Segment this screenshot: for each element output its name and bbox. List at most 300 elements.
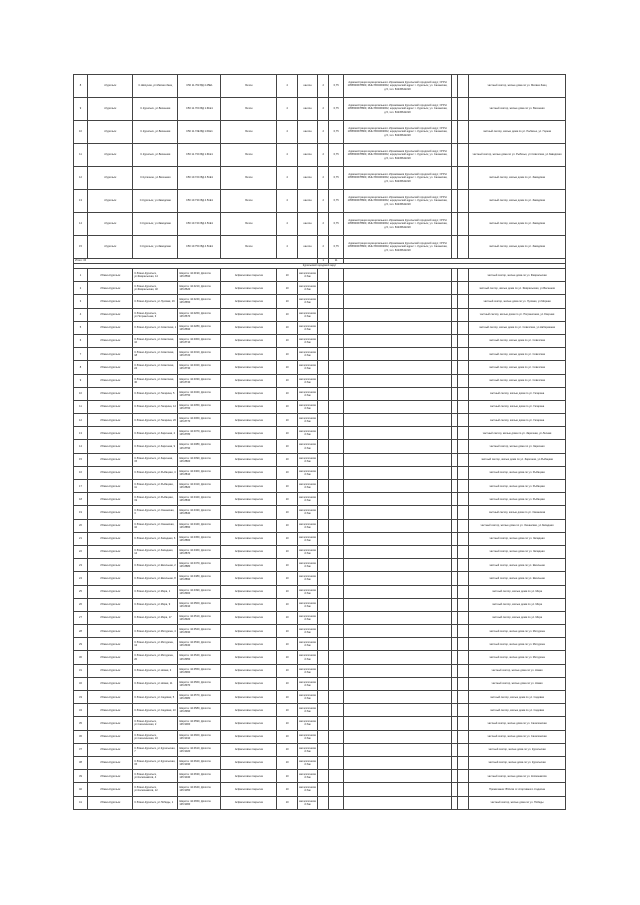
locality-cell: г.Южно-Курильск — [87, 493, 132, 506]
table-row — [74, 545, 566, 558]
area-cell: 10 — [277, 638, 297, 651]
container-type-cell: металлический бак — [297, 440, 317, 453]
address-cell: С.Южно-Курильск, ул.Пограничная, 3 — [133, 308, 178, 321]
empty-cell — [344, 770, 452, 783]
table-row — [74, 691, 566, 704]
area-cell: 10 — [277, 598, 297, 611]
coordinates-cell: Широта: 44.0410, Долгота: 145.8820 — [178, 480, 221, 493]
owner-cell: Администрация муниципального образования Курильский городской округ, ОГРН 1056500678800, ИНН 6504002002, юридический адрес: г. Курильск, ул. Саханская, д.5, тел. 84245642220 — [344, 213, 452, 236]
source-cell: частный сектор, жилые дома по ул. Февральская, ул.Весенняя — [469, 282, 566, 295]
empty-cell — [458, 190, 469, 213]
empty-cell — [344, 651, 452, 664]
surface-cell: Асфальтовое покрытие — [221, 559, 277, 572]
source-cell: частный сектор, жилые дома по ул. Заречная, ул.Рыбацкая — [469, 453, 566, 466]
address-cell: С.Южно-Курильск, ул.Гагарина, 20 — [133, 414, 178, 427]
source-cell: частный сектор, жилые дома по ул. Заводская — [469, 236, 566, 259]
empty-cell — [329, 664, 344, 677]
table-row — [74, 400, 566, 413]
source-cell: частный сектор, жилые дома по ул. Рыбацкая — [469, 480, 566, 493]
source-cell: частный сектор, жилые дома по ул. Советская, ул.Набережная — [469, 321, 566, 334]
row-number: 21 — [74, 532, 88, 545]
address-cell: С.Южно-Курильск, ул.Рыбацкая, 11 — [133, 480, 178, 493]
empty-cell — [458, 361, 469, 374]
locality-cell: г.Южно-Курильск — [87, 730, 132, 743]
empty-cell — [344, 480, 452, 493]
table-row — [74, 532, 566, 545]
row-number: 10 — [74, 387, 88, 400]
empty-cell — [458, 480, 469, 493]
locality-cell: г.Южно-Курильск — [87, 361, 132, 374]
empty-cell — [318, 532, 329, 545]
source-cell: частный сектор, жилые дома по ул. Курильская — [469, 743, 566, 756]
coordinates-cell: Широта: 44.0400, Долгота: 145.8810 — [178, 466, 221, 479]
coordinates-cell: Широта: 44.0240, Долгота: 145.8650 — [178, 295, 221, 308]
empty-cell — [344, 532, 452, 545]
coordinates-cell: Широта: 44.0470, Долгота: 145.8880 — [178, 559, 221, 572]
empty-cell — [329, 598, 344, 611]
row-number: 12 — [74, 414, 88, 427]
empty-cell — [458, 348, 469, 361]
empty-cell — [318, 545, 329, 558]
empty-cell — [318, 387, 329, 400]
row-number: 33 — [74, 691, 88, 704]
volume-cell: 0,75 — [329, 167, 344, 190]
empty-cell — [458, 756, 469, 769]
address-cell: С.Южно-Курильск, ул.Курильская, 7 — [133, 743, 178, 756]
count-cell: 2 — [318, 213, 329, 236]
empty-cell — [344, 414, 452, 427]
surface-cell: Бетон — [221, 190, 277, 213]
locality-cell: г.Южно-Курильск — [87, 282, 132, 295]
empty-cell — [344, 572, 452, 585]
empty-cell — [458, 374, 469, 387]
surface-cell: Асфальтовое покрытие — [221, 321, 277, 334]
table-row — [74, 321, 566, 334]
coordinates-cell: Широта: 44.0450, Долгота: 145.8860 — [178, 532, 221, 545]
empty-cell — [329, 506, 344, 519]
table-row — [74, 756, 566, 769]
coordinates-cell: С50 10.74С ВД 4.51Е1 — [178, 213, 221, 236]
empty-cell — [344, 466, 452, 479]
row-number: 14 — [74, 213, 88, 236]
row-number: 32 — [74, 677, 88, 690]
empty-cell — [344, 493, 452, 506]
coordinates-cell: Широта: 44.0510, Долгота: 145.8920 — [178, 611, 221, 624]
volume-cell: 0,75 — [329, 213, 344, 236]
address-cell: С.Южно-Курильск, ул.Мира, 1 — [133, 585, 178, 598]
locality-cell: г.Южно-Курильск — [87, 783, 132, 796]
area-cell: 10 — [277, 440, 297, 453]
source-cell: частный сектор, жилые дома по ул. Советская — [469, 361, 566, 374]
row-number: 36 — [74, 730, 88, 743]
area-cell: 10 — [277, 717, 297, 730]
locality-cell: г.Южно-Курильск — [87, 506, 132, 519]
empty-cell — [318, 770, 329, 783]
table-row — [74, 506, 566, 519]
locality-cell: г.Южно-Курильск — [87, 308, 132, 321]
surface-cell: Бетон — [221, 236, 277, 259]
container-type-cell: кантон — [297, 190, 317, 213]
row-number: 25 — [74, 585, 88, 598]
row-number: 6 — [74, 334, 88, 347]
empty-cell — [344, 743, 452, 756]
address-cell: С.Южно-Курильск, ул.Заречная, 15 — [133, 453, 178, 466]
empty-cell — [329, 572, 344, 585]
source-cell: частный сектор, жилые дома по ул. Садовая — [469, 704, 566, 717]
address-cell: С.Южно-Курильск, ул.Советская, 24 — [133, 361, 178, 374]
locality-cell: г.Южно-Курильск — [87, 387, 132, 400]
locality-cell: г.Южно-Курильск — [87, 348, 132, 361]
empty-cell — [329, 480, 344, 493]
surface-cell: Асфальтовое покрытие — [221, 730, 277, 743]
surface-cell: Бетон — [221, 121, 277, 144]
locality-cell: г.Южно-Курильск — [87, 545, 132, 558]
empty-cell — [329, 321, 344, 334]
container-type-cell: металлический бак — [297, 400, 317, 413]
container-type-cell: металлический бак — [297, 572, 317, 585]
address-cell: С.Южно-Курильск, ул.Советская, 10 — [133, 334, 178, 347]
address-cell: С.Южно-Курильск, ул.Гагарина, 12 — [133, 400, 178, 413]
waste-sites-table — [73, 74, 566, 810]
row-number: 41 — [74, 796, 88, 809]
source-cell: частный сектор, жилые дома по ул. Сахалинская — [469, 717, 566, 730]
empty-cell — [458, 519, 469, 532]
locality-cell: г.Южно-Курильск — [87, 638, 132, 651]
coordinates-cell: Широта: 44.0370, Долгота: 145.8780 — [178, 427, 221, 440]
address-cell: С.Курильск, ул.Заводская — [133, 213, 178, 236]
coordinates-cell: Широта: 44.0210, Долгота: 145.8620 — [178, 282, 221, 295]
total-count: 1 — [318, 259, 329, 264]
address-cell: С.Южно-Курильск, ул.Мичурина, 12 — [133, 638, 178, 651]
empty-cell — [458, 144, 469, 167]
empty-cell — [329, 519, 344, 532]
empty-cell — [329, 677, 344, 690]
empty-cell — [458, 282, 469, 295]
empty-cell — [318, 717, 329, 730]
container-type-cell: металлический бак — [297, 334, 317, 347]
address-cell: С.Курильск, ул.Заводская — [133, 190, 178, 213]
surface-cell: Асфальтовое покрытие — [221, 334, 277, 347]
empty-cell — [318, 585, 329, 598]
locality-cell: г.Курильск — [87, 75, 132, 98]
table-row — [74, 453, 566, 466]
owner-cell: Администрация муниципального образования Курильский городской округ, ОГРН 1056500678800, ИНН 6504002002, юридический адрес: г. Курильск, ул. Саханская, д.5, тел. 84245642220 — [344, 98, 452, 121]
source-cell: частный сектор, жилые дома по ул. Школьная — [469, 559, 566, 572]
locality-cell: г.Курильск — [87, 121, 132, 144]
row-number: 8 — [74, 361, 88, 374]
table-row — [74, 190, 566, 213]
volume-cell: 0,75 — [329, 121, 344, 144]
area-cell: 10 — [277, 796, 297, 809]
address-cell: С.Южно-Курильск, ул.Океанская, 3 — [133, 506, 178, 519]
empty-cell — [458, 625, 469, 638]
empty-cell — [458, 236, 469, 259]
surface-cell: Асфальтовое покрытие — [221, 572, 277, 585]
empty-cell — [458, 638, 469, 651]
address-cell: С.Кулачное, ул.Весенняя — [133, 167, 178, 190]
empty-cell — [329, 427, 344, 440]
table-row — [74, 121, 566, 144]
table-row — [74, 651, 566, 664]
surface-cell: Бетон — [221, 144, 277, 167]
empty-cell — [344, 730, 452, 743]
empty-cell — [344, 796, 452, 809]
empty-cell — [344, 348, 452, 361]
empty-cell — [318, 691, 329, 704]
empty-cell — [318, 466, 329, 479]
owner-cell: Администрация муниципального образования Курильский городской округ, ОГРН 1056500678800, ИНН 6504002002, юридический адрес: г. Курильск, ул. Саханская, д.5, тел. 84245642220 — [344, 75, 452, 98]
empty-cell — [329, 704, 344, 717]
table-row — [74, 98, 566, 121]
row-number: 27 — [74, 611, 88, 624]
empty-cell — [344, 783, 452, 796]
locality-cell: г.Южно-Курильск — [87, 374, 132, 387]
source-cell: частный сектор, жилые дома по ул. Матвея Заяц — [469, 75, 566, 98]
surface-cell: Асфальтовое покрытие — [221, 585, 277, 598]
row-number: 11 — [74, 400, 88, 413]
container-type-cell: металлический бак — [297, 466, 317, 479]
empty-cell — [344, 585, 452, 598]
row-number: 16 — [74, 466, 88, 479]
container-type-cell: металлический бак — [297, 282, 317, 295]
surface-cell: Асфальтовое покрытие — [221, 453, 277, 466]
empty-cell — [458, 691, 469, 704]
locality-cell: г.Южно-Курильск — [87, 625, 132, 638]
area-cell: 10 — [277, 651, 297, 664]
empty-cell — [329, 783, 344, 796]
row-number: 15 — [74, 236, 88, 259]
locality-cell: г.Южно-Курильск — [87, 453, 132, 466]
empty-cell — [318, 625, 329, 638]
coordinates-cell: Широта: 44.0550, Долгота: 145.8960 — [178, 664, 221, 677]
count-cell: 2 — [318, 121, 329, 144]
empty-cell — [344, 519, 452, 532]
empty-cell — [458, 545, 469, 558]
surface-cell: Асфальтовое покрытие — [221, 519, 277, 532]
locality-cell: г.Южно-Курильск — [87, 427, 132, 440]
empty-cell — [329, 756, 344, 769]
source-cell: частный сектор, жилые дома по ул. Мира — [469, 598, 566, 611]
locality-cell: г.Курильск — [87, 236, 132, 259]
empty-cell — [318, 677, 329, 690]
coordinates-cell: Широта: 44.0600, Долгота: 145.9010 — [178, 730, 221, 743]
container-type-cell: металлический бак — [297, 638, 317, 651]
source-cell: частный сектор, жилые дома по ул. Пограничная, ул.Озерная — [469, 308, 566, 321]
source-cell: частный сектор, жилые дома по ул. Рыбачья, ул. Горная — [469, 121, 566, 144]
empty-cell — [318, 598, 329, 611]
empty-cell — [318, 480, 329, 493]
empty-cell — [329, 269, 344, 282]
empty-cell — [318, 321, 329, 334]
coordinates-cell: Широта: 44.0610, Долгота: 145.9020 — [178, 743, 221, 756]
source-cell: частный сектор, жилые дома по ул. Февральская — [469, 269, 566, 282]
container-type-cell: металлический бак — [297, 453, 317, 466]
surface-cell: Асфальтовое покрытие — [221, 440, 277, 453]
empty-cell — [344, 756, 452, 769]
locality-cell: г.Южно-Курильск — [87, 677, 132, 690]
table-row — [74, 466, 566, 479]
surface-cell: Асфальтовое покрытие — [221, 427, 277, 440]
table-row — [74, 677, 566, 690]
surface-cell: Асфальтовое покрытие — [221, 704, 277, 717]
area-cell: 4 — [277, 167, 297, 190]
area-cell: 10 — [277, 756, 297, 769]
area-cell: 10 — [277, 585, 297, 598]
surface-cell: Асфальтовое покрытие — [221, 269, 277, 282]
source-cell: частный сектор, жилые дома по ул. Весенняя — [469, 98, 566, 121]
empty-cell — [344, 625, 452, 638]
source-cell: Примечание: Вблизи от спортивного стадиона — [469, 783, 566, 796]
table-row — [74, 572, 566, 585]
empty-cell — [329, 374, 344, 387]
area-cell: 10 — [277, 743, 297, 756]
address-cell: С.Южно-Курильск, ул.Школьная, 8 — [133, 572, 178, 585]
area-cell: 10 — [277, 625, 297, 638]
area-cell: 10 — [277, 308, 297, 321]
table-row — [74, 414, 566, 427]
area-cell: 10 — [277, 427, 297, 440]
empty-cell — [329, 743, 344, 756]
coordinates-cell: Широта: 44.0340, Долгота: 145.8750 — [178, 387, 221, 400]
area-cell: 4 — [277, 213, 297, 236]
area-cell: 10 — [277, 783, 297, 796]
empty-cell — [318, 638, 329, 651]
empty-cell — [344, 691, 452, 704]
empty-cell — [318, 493, 329, 506]
locality-cell: г.Южно-Курильск — [87, 295, 132, 308]
address-cell: С.Южно-Курильск, ул.Мичурина, 4 — [133, 625, 178, 638]
table-row — [74, 559, 566, 572]
container-type-cell: металлический бак — [297, 559, 317, 572]
table-row — [74, 236, 566, 259]
container-type-cell: металлический бак — [297, 295, 317, 308]
row-number: 9 — [74, 374, 88, 387]
empty-cell — [329, 414, 344, 427]
surface-cell: Асфальтовое покрытие — [221, 638, 277, 651]
empty-cell — [458, 704, 469, 717]
coordinates-cell: Широта: 44.0560, Долгота: 145.8970 — [178, 677, 221, 690]
coordinates-cell: С50 11.73С ВД 1.61Е1 — [178, 144, 221, 167]
container-type-cell: металлический бак — [297, 361, 317, 374]
table-row — [74, 796, 566, 809]
surface-cell: Асфальтовое покрытие — [221, 414, 277, 427]
coordinates-cell: Широта: 44.0330, Долгота: 145.8740 — [178, 374, 221, 387]
table-row — [74, 144, 566, 167]
empty-cell — [329, 691, 344, 704]
container-type-cell: кантон — [297, 213, 317, 236]
empty-cell — [458, 75, 469, 98]
row-number: 14 — [74, 440, 88, 453]
area-cell: 10 — [277, 704, 297, 717]
owner-cell: Администрация муниципального образования Курильский городской округ, ОГРН 1056500678800, ИНН 6504002002, юридический адрес: г. Курильск, ул. Саханская, д.5, тел. 84245642220 — [344, 167, 452, 190]
table-row — [74, 585, 566, 598]
coordinates-cell: Широта: 44.0520, Долгота: 145.8930 — [178, 625, 221, 638]
coordinates-cell: Широта: 44.0430, Долгота: 145.8840 — [178, 506, 221, 519]
area-cell: 10 — [277, 770, 297, 783]
area-cell: 10 — [277, 348, 297, 361]
row-number: 24 — [74, 572, 88, 585]
container-type-cell: металлический бак — [297, 691, 317, 704]
area-cell: 10 — [277, 334, 297, 347]
source-cell: частный сектор, жилые дома по ул. Западная — [469, 545, 566, 558]
area-cell: 10 — [277, 493, 297, 506]
area-cell: 10 — [277, 506, 297, 519]
container-type-cell: металлический бак — [297, 374, 317, 387]
table-row — [74, 269, 566, 282]
area-cell: 10 — [277, 453, 297, 466]
coordinates-cell: С50 11.70С ВД 1.61Е1 — [178, 98, 221, 121]
coordinates-cell: Широта: 44.0280, Долгота: 145.8690 — [178, 321, 221, 334]
empty-cell — [318, 427, 329, 440]
empty-cell — [318, 440, 329, 453]
empty-cell — [329, 453, 344, 466]
locality-cell: г.Южно-Курильск — [87, 466, 132, 479]
row-number: 23 — [74, 559, 88, 572]
surface-cell: Асфальтовое покрытие — [221, 756, 277, 769]
empty-cell — [329, 282, 344, 295]
coordinates-cell: Широта: 44.0620, Долгота: 145.9030 — [178, 756, 221, 769]
container-type-cell: металлический бак — [297, 796, 317, 809]
row-number: 9 — [74, 98, 88, 121]
empty-cell — [458, 611, 469, 624]
coordinates-cell: Широта: 44.0380, Долгота: 145.8790 — [178, 440, 221, 453]
empty-cell — [458, 213, 469, 236]
area-cell: 10 — [277, 611, 297, 624]
source-cell: частный сектор, жилые дома по ул. Новая — [469, 677, 566, 690]
area-cell: 4 — [277, 121, 297, 144]
locality-cell: г.Южно-Курильск — [87, 519, 132, 532]
coordinates-cell: С50 10.72С ВД 4.51Е1 — [178, 167, 221, 190]
row-number: 1 — [74, 269, 88, 282]
table-row — [74, 295, 566, 308]
empty-cell — [458, 440, 469, 453]
row-number: 38 — [74, 756, 88, 769]
area-cell: 10 — [277, 480, 297, 493]
source-cell: частный сектор, жилые дома по ул. Советская — [469, 334, 566, 347]
empty-cell — [458, 121, 469, 144]
coordinates-cell: Широта: 44.0570, Долгота: 145.8980 — [178, 691, 221, 704]
container-type-cell: металлический бак — [297, 598, 317, 611]
row-number: 13 — [74, 190, 88, 213]
source-cell: частный сектор, жилые дома по ул. Рыбацкая — [469, 493, 566, 506]
empty-cell — [329, 334, 344, 347]
row-number: 17 — [74, 480, 88, 493]
empty-cell — [344, 598, 452, 611]
table-row — [74, 361, 566, 374]
container-type-cell: металлический бак — [297, 348, 317, 361]
table-row — [74, 598, 566, 611]
source-cell: частный сектор, жилые дома по ул. Советская — [469, 348, 566, 361]
locality-cell: г.Курильск — [87, 213, 132, 236]
table-row — [74, 308, 566, 321]
empty-cell — [329, 348, 344, 361]
area-cell: 10 — [277, 321, 297, 334]
area-cell: 10 — [277, 572, 297, 585]
area-cell: 10 — [277, 664, 297, 677]
surface-cell: Асфальтовое покрытие — [221, 348, 277, 361]
count-cell: 2 — [318, 190, 329, 213]
source-cell: частный сектор, жилые дома по ул. Океанская — [469, 506, 566, 519]
address-cell: С.Южно-Курильск, ул.Гагарина, 5 — [133, 387, 178, 400]
empty-cell — [318, 282, 329, 295]
table-row — [74, 167, 566, 190]
surface-cell: Асфальтовое покрытие — [221, 770, 277, 783]
area-cell: 10 — [277, 545, 297, 558]
surface-cell: Асфальтовое покрытие — [221, 374, 277, 387]
container-type-cell: металлический бак — [297, 493, 317, 506]
row-number: 5 — [74, 321, 88, 334]
table-row — [74, 440, 566, 453]
